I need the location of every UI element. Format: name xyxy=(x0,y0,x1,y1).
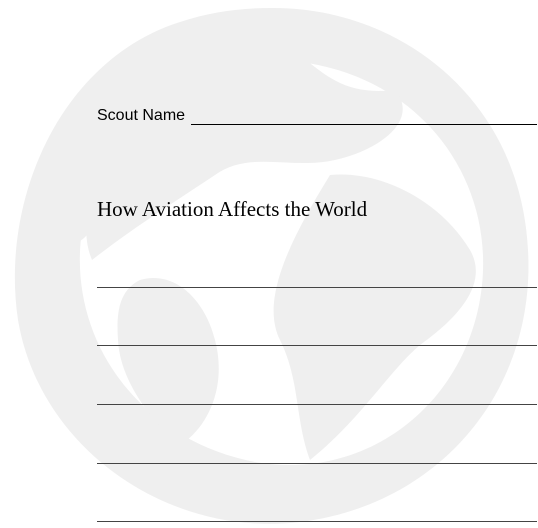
answer-line[interactable] xyxy=(97,404,537,405)
answer-line[interactable] xyxy=(97,521,537,522)
answer-line[interactable] xyxy=(97,345,537,346)
scout-name-label: Scout Name xyxy=(97,107,186,124)
answer-line[interactable] xyxy=(97,463,537,464)
scout-name-line[interactable] xyxy=(191,106,537,125)
scout-name-row xyxy=(97,103,537,125)
worksheet-title: How Aviation Affects the World xyxy=(97,197,368,221)
answer-line[interactable] xyxy=(97,287,537,288)
